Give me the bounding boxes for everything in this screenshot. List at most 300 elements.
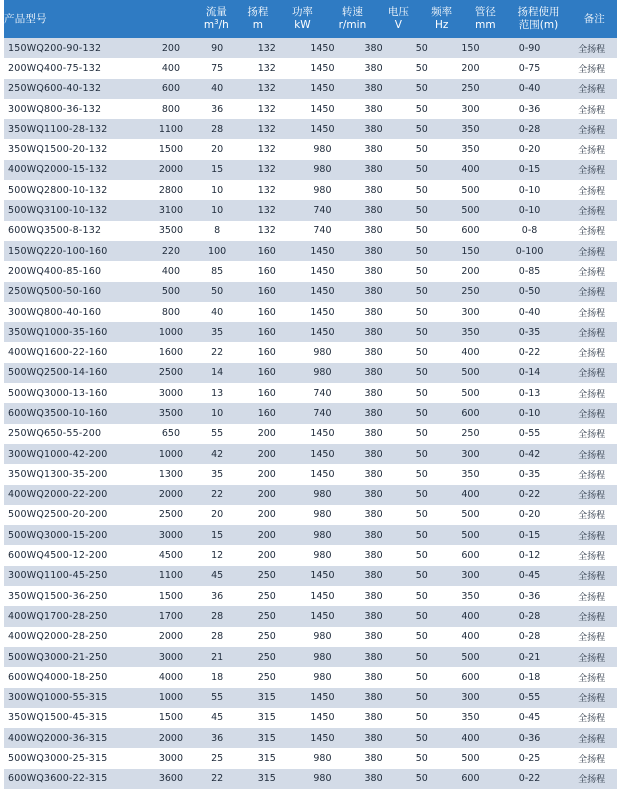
header-head-label: 扬程 bbox=[247, 6, 269, 18]
table-row bbox=[4, 322, 617, 342]
cell-remark: 全扬程 bbox=[578, 186, 606, 197]
cell-range: 0-22 bbox=[518, 773, 541, 785]
cell-speed: 1450 bbox=[310, 428, 335, 440]
cell-range: 0-25 bbox=[518, 753, 541, 765]
cell-voltage: 380 bbox=[364, 123, 383, 135]
cell-range: 0-36 bbox=[518, 732, 541, 744]
cell-frequency: 50 bbox=[415, 550, 428, 562]
cell-model: 200WQ400-75-132 bbox=[8, 62, 102, 74]
cell-voltage: 380 bbox=[364, 62, 383, 74]
cell-voltage: 380 bbox=[364, 387, 383, 399]
cell-voltage: 380 bbox=[364, 225, 383, 237]
cell-model: 400WQ2000-15-132 bbox=[8, 164, 108, 176]
cell-power: 160 bbox=[257, 245, 276, 257]
cell-voltage: 380 bbox=[364, 103, 383, 115]
cell-flow: 1100 bbox=[158, 123, 184, 135]
table-row bbox=[4, 241, 617, 261]
cell-model: 300WQ1100-45-250 bbox=[8, 570, 108, 582]
cell-range: 0-85 bbox=[518, 265, 541, 277]
cell-power: 200 bbox=[257, 550, 276, 562]
table-body bbox=[4, 38, 617, 789]
table-row bbox=[4, 748, 617, 768]
cell-power: 160 bbox=[257, 407, 276, 419]
cell-head: 42 bbox=[211, 448, 224, 460]
cell-remark: 全扬程 bbox=[578, 349, 606, 360]
cell-speed: 1450 bbox=[310, 712, 335, 724]
cell-voltage: 380 bbox=[364, 550, 383, 562]
cell-head: 50 bbox=[211, 286, 224, 298]
cell-model: 400WQ2000-28-250 bbox=[8, 631, 108, 643]
cell-head: 28 bbox=[211, 631, 224, 643]
cell-flow: 4000 bbox=[158, 671, 184, 683]
cell-head: 28 bbox=[211, 123, 224, 135]
cell-voltage: 380 bbox=[364, 489, 383, 501]
cell-remark: 全扬程 bbox=[578, 64, 606, 75]
table-row bbox=[4, 160, 617, 180]
table-row bbox=[4, 58, 617, 78]
table-row bbox=[4, 383, 617, 403]
cell-head: 15 bbox=[211, 164, 224, 176]
cell-speed: 980 bbox=[313, 550, 332, 562]
cell-power: 132 bbox=[257, 225, 276, 237]
cell-power: 315 bbox=[257, 753, 276, 765]
cell-flow: 2500 bbox=[158, 509, 184, 521]
cell-frequency: 50 bbox=[415, 62, 428, 74]
cell-model: 250WQ650-55-200 bbox=[8, 428, 102, 440]
cell-head: 10 bbox=[211, 407, 224, 419]
cell-flow: 800 bbox=[161, 306, 180, 318]
cell-model: 600WQ3500-8-132 bbox=[8, 225, 102, 237]
cell-range: 0-8 bbox=[521, 225, 538, 237]
table-row bbox=[4, 261, 617, 281]
header-model bbox=[4, 0, 196, 38]
cell-head: 75 bbox=[211, 62, 224, 74]
cell-frequency: 50 bbox=[415, 103, 428, 115]
cell-power: 200 bbox=[257, 468, 276, 480]
table-row bbox=[4, 99, 617, 119]
cell-head: 22 bbox=[211, 347, 224, 359]
cell-head: 90 bbox=[211, 42, 224, 54]
cell-remark: 全扬程 bbox=[578, 247, 606, 258]
cell-head: 36 bbox=[211, 103, 224, 115]
cell-model: 600WQ4500-12-200 bbox=[8, 550, 108, 562]
cell-power: 132 bbox=[257, 123, 276, 135]
cell-power: 250 bbox=[257, 651, 276, 663]
cell-speed: 980 bbox=[313, 144, 332, 156]
header-speed bbox=[326, 0, 379, 38]
cell-remark: 全扬程 bbox=[578, 653, 606, 664]
cell-head: 12 bbox=[211, 550, 224, 562]
table-row bbox=[4, 403, 617, 423]
table-row bbox=[4, 464, 617, 484]
cell-diameter: 500 bbox=[461, 651, 480, 663]
cell-head: 35 bbox=[211, 468, 224, 480]
cell-voltage: 380 bbox=[364, 164, 383, 176]
cell-flow: 2000 bbox=[158, 631, 184, 643]
flow-unit-sup: 3 bbox=[214, 18, 219, 26]
cell-flow: 1000 bbox=[158, 692, 184, 704]
cell-head: 18 bbox=[211, 671, 224, 683]
cell-remark: 全扬程 bbox=[578, 369, 606, 380]
cell-model: 300WQ800-36-132 bbox=[8, 103, 102, 115]
header-voltage-unit: V bbox=[394, 19, 402, 31]
cell-speed: 1450 bbox=[310, 245, 335, 257]
cell-speed: 740 bbox=[313, 407, 332, 419]
cell-flow: 3000 bbox=[158, 753, 184, 765]
cell-diameter: 350 bbox=[461, 468, 480, 480]
cell-range: 0-55 bbox=[518, 692, 541, 704]
cell-head: 22 bbox=[211, 773, 224, 785]
cell-voltage: 380 bbox=[364, 732, 383, 744]
cell-frequency: 50 bbox=[415, 610, 428, 622]
cell-frequency: 50 bbox=[415, 42, 428, 54]
cell-model: 600WQ3600-22-315 bbox=[8, 773, 108, 785]
table-row bbox=[4, 566, 617, 586]
cell-speed: 980 bbox=[313, 773, 332, 785]
cell-voltage: 380 bbox=[364, 42, 383, 54]
cell-head: 100 bbox=[208, 245, 227, 257]
table-row bbox=[4, 282, 617, 302]
cell-frequency: 50 bbox=[415, 651, 428, 663]
cell-frequency: 50 bbox=[415, 326, 428, 338]
cell-power: 315 bbox=[257, 712, 276, 724]
cell-frequency: 50 bbox=[415, 489, 428, 501]
cell-speed: 980 bbox=[313, 164, 332, 176]
cell-power: 160 bbox=[257, 265, 276, 277]
cell-power: 250 bbox=[257, 671, 276, 683]
cell-head: 25 bbox=[211, 753, 224, 765]
table-row bbox=[4, 79, 617, 99]
cell-frequency: 50 bbox=[415, 164, 428, 176]
cell-model: 350WQ1500-36-250 bbox=[8, 590, 108, 602]
cell-model: 350WQ1300-35-200 bbox=[8, 468, 108, 480]
header-voltage bbox=[379, 0, 418, 38]
cell-range: 0-12 bbox=[518, 550, 541, 562]
cell-remark: 全扬程 bbox=[578, 328, 606, 339]
cell-power: 315 bbox=[257, 773, 276, 785]
cell-diameter: 500 bbox=[461, 529, 480, 541]
cell-range: 0-28 bbox=[518, 123, 541, 135]
cell-remark: 全扬程 bbox=[578, 511, 606, 522]
header-diameter bbox=[465, 0, 505, 38]
cell-diameter: 500 bbox=[461, 205, 480, 217]
table-row bbox=[4, 708, 617, 728]
cell-model: 600WQ4000-18-250 bbox=[8, 671, 108, 683]
cell-remark: 全扬程 bbox=[578, 85, 606, 96]
cell-model: 500WQ3100-10-132 bbox=[8, 205, 108, 217]
cell-head: 15 bbox=[211, 529, 224, 541]
cell-remark: 全扬程 bbox=[578, 389, 606, 400]
cell-range: 0-36 bbox=[518, 103, 541, 115]
cell-remark: 全扬程 bbox=[578, 572, 606, 583]
cell-frequency: 50 bbox=[415, 712, 428, 724]
cell-voltage: 380 bbox=[364, 428, 383, 440]
cell-remark: 全扬程 bbox=[578, 612, 606, 623]
cell-frequency: 50 bbox=[415, 692, 428, 704]
cell-speed: 1450 bbox=[310, 468, 335, 480]
table-row bbox=[4, 688, 617, 708]
cell-speed: 1450 bbox=[310, 732, 335, 744]
cell-power: 132 bbox=[257, 62, 276, 74]
cell-power: 132 bbox=[257, 103, 276, 115]
cell-diameter: 350 bbox=[461, 712, 480, 724]
cell-head: 40 bbox=[211, 306, 224, 318]
cell-remark: 全扬程 bbox=[578, 755, 606, 766]
cell-voltage: 380 bbox=[364, 570, 383, 582]
cell-speed: 980 bbox=[313, 631, 332, 643]
cell-flow: 3500 bbox=[158, 225, 184, 237]
cell-flow: 1700 bbox=[158, 610, 184, 622]
cell-voltage: 380 bbox=[364, 773, 383, 785]
cell-speed: 1450 bbox=[310, 265, 335, 277]
cell-remark: 全扬程 bbox=[578, 288, 606, 299]
cell-flow: 200 bbox=[161, 42, 180, 54]
cell-speed: 980 bbox=[313, 671, 332, 683]
cell-power: 250 bbox=[257, 610, 276, 622]
cell-power: 160 bbox=[257, 306, 276, 318]
header-power bbox=[279, 0, 326, 38]
cell-speed: 1450 bbox=[310, 62, 335, 74]
cell-voltage: 380 bbox=[364, 671, 383, 683]
header-power-label: 功率 bbox=[291, 6, 313, 18]
cell-diameter: 500 bbox=[461, 387, 480, 399]
cell-voltage: 380 bbox=[364, 205, 383, 217]
cell-power: 250 bbox=[257, 631, 276, 643]
cell-range: 0-28 bbox=[518, 610, 541, 622]
cell-remark: 全扬程 bbox=[578, 491, 606, 502]
cell-flow: 1000 bbox=[158, 448, 184, 460]
cell-speed: 1450 bbox=[310, 590, 335, 602]
cell-power: 160 bbox=[257, 326, 276, 338]
table-row bbox=[4, 302, 617, 322]
cell-model: 350WQ1500-20-132 bbox=[8, 144, 108, 156]
cell-model: 400WQ1600-22-160 bbox=[8, 347, 108, 359]
cell-frequency: 50 bbox=[415, 773, 428, 785]
cell-head: 28 bbox=[211, 610, 224, 622]
cell-speed: 1450 bbox=[310, 286, 335, 298]
cell-remark: 全扬程 bbox=[578, 227, 606, 238]
cell-flow: 1300 bbox=[158, 468, 184, 480]
cell-voltage: 380 bbox=[364, 326, 383, 338]
cell-head: 85 bbox=[211, 265, 224, 277]
header-frequency-unit: Hz bbox=[434, 19, 449, 31]
header-model-label: 产品型号 bbox=[4, 12, 47, 25]
cell-remark: 全扬程 bbox=[578, 166, 606, 177]
cell-head: 20 bbox=[211, 509, 224, 521]
cell-frequency: 50 bbox=[415, 387, 428, 399]
cell-remark: 全扬程 bbox=[578, 592, 606, 603]
cell-diameter: 400 bbox=[461, 732, 480, 744]
table-row bbox=[4, 485, 617, 505]
cell-remark: 全扬程 bbox=[578, 409, 606, 420]
cell-range: 0-36 bbox=[518, 590, 541, 602]
cell-model: 150WQ200-90-132 bbox=[8, 42, 102, 54]
cell-voltage: 380 bbox=[364, 631, 383, 643]
cell-model: 500WQ3000-13-160 bbox=[8, 387, 108, 399]
cell-range: 0-22 bbox=[518, 489, 541, 501]
cell-diameter: 400 bbox=[461, 347, 480, 359]
cell-power: 132 bbox=[257, 83, 276, 95]
cell-head: 35 bbox=[211, 326, 224, 338]
flow-unit-suffix: /h bbox=[218, 19, 229, 31]
header-remark bbox=[571, 0, 617, 38]
cell-model: 250WQ500-50-160 bbox=[8, 286, 102, 298]
header-flow bbox=[196, 0, 237, 38]
cell-flow: 2000 bbox=[158, 164, 184, 176]
cell-remark: 全扬程 bbox=[578, 552, 606, 563]
cell-flow: 1500 bbox=[158, 144, 184, 156]
cell-diameter: 600 bbox=[461, 550, 480, 562]
header-speed-label: 转速 bbox=[341, 6, 363, 18]
cell-diameter: 500 bbox=[461, 184, 480, 196]
cell-diameter: 350 bbox=[461, 590, 480, 602]
cell-diameter: 500 bbox=[461, 367, 480, 379]
cell-flow: 1500 bbox=[158, 590, 184, 602]
cell-range: 0-14 bbox=[518, 367, 541, 379]
cell-voltage: 380 bbox=[364, 407, 383, 419]
header-flow-unit bbox=[204, 19, 229, 32]
cell-speed: 1450 bbox=[310, 42, 335, 54]
cell-flow: 2000 bbox=[158, 489, 184, 501]
cell-frequency: 50 bbox=[415, 590, 428, 602]
cell-diameter: 200 bbox=[461, 62, 480, 74]
cell-model: 200WQ400-85-160 bbox=[8, 265, 102, 277]
cell-diameter: 400 bbox=[461, 631, 480, 643]
header-head-unit: m bbox=[252, 19, 263, 31]
cell-voltage: 380 bbox=[364, 265, 383, 277]
cell-voltage: 380 bbox=[364, 347, 383, 359]
cell-diameter: 350 bbox=[461, 326, 480, 338]
cell-diameter: 350 bbox=[461, 123, 480, 135]
cell-frequency: 50 bbox=[415, 286, 428, 298]
cell-power: 132 bbox=[257, 42, 276, 54]
table-row bbox=[4, 444, 617, 464]
cell-flow: 3600 bbox=[158, 773, 184, 785]
cell-speed: 1450 bbox=[310, 306, 335, 318]
cell-model: 500WQ3000-15-200 bbox=[8, 529, 108, 541]
cell-flow: 4500 bbox=[158, 550, 184, 562]
cell-speed: 1450 bbox=[310, 570, 335, 582]
cell-voltage: 380 bbox=[364, 83, 383, 95]
cell-remark: 全扬程 bbox=[578, 267, 606, 278]
cell-range: 0-75 bbox=[518, 62, 541, 74]
cell-power: 200 bbox=[257, 509, 276, 521]
cell-voltage: 380 bbox=[364, 448, 383, 460]
cell-speed: 1450 bbox=[310, 326, 335, 338]
cell-voltage: 380 bbox=[364, 286, 383, 298]
cell-voltage: 380 bbox=[364, 367, 383, 379]
cell-model: 250WQ600-40-132 bbox=[8, 83, 102, 95]
cell-range: 0-20 bbox=[518, 509, 541, 521]
table-row bbox=[4, 545, 617, 565]
cell-model: 350WQ1500-45-315 bbox=[8, 712, 108, 724]
cell-frequency: 50 bbox=[415, 123, 428, 135]
cell-diameter: 300 bbox=[461, 103, 480, 115]
cell-frequency: 50 bbox=[415, 245, 428, 257]
cell-range: 0-22 bbox=[518, 347, 541, 359]
cell-frequency: 50 bbox=[415, 529, 428, 541]
cell-power: 200 bbox=[257, 448, 276, 460]
cell-remark: 全扬程 bbox=[578, 775, 606, 786]
cell-diameter: 400 bbox=[461, 610, 480, 622]
cell-model: 500WQ2800-10-132 bbox=[8, 184, 108, 196]
cell-flow: 3000 bbox=[158, 529, 184, 541]
cell-model: 350WQ1100-28-132 bbox=[8, 123, 108, 135]
cell-range: 0-40 bbox=[518, 83, 541, 95]
cell-frequency: 50 bbox=[415, 306, 428, 318]
cell-diameter: 600 bbox=[461, 225, 480, 237]
cell-remark: 全扬程 bbox=[578, 105, 606, 116]
header-diameter-label: 管径 bbox=[474, 6, 496, 18]
cell-remark: 全扬程 bbox=[578, 734, 606, 745]
cell-model: 300WQ1000-55-315 bbox=[8, 692, 108, 704]
table-row bbox=[4, 586, 617, 606]
cell-frequency: 50 bbox=[415, 468, 428, 480]
cell-model: 500WQ2500-20-200 bbox=[8, 509, 108, 521]
cell-power: 250 bbox=[257, 570, 276, 582]
header-flow-label: 流量 bbox=[205, 6, 227, 18]
cell-flow: 1500 bbox=[158, 712, 184, 724]
cell-flow: 400 bbox=[161, 265, 180, 277]
cell-range: 0-18 bbox=[518, 671, 541, 683]
cell-power: 132 bbox=[257, 164, 276, 176]
table-row bbox=[4, 627, 617, 647]
table-row bbox=[4, 667, 617, 687]
cell-frequency: 50 bbox=[415, 671, 428, 683]
cell-head: 10 bbox=[211, 205, 224, 217]
cell-power: 315 bbox=[257, 732, 276, 744]
cell-range: 0-90 bbox=[518, 42, 541, 54]
cell-head: 10 bbox=[211, 184, 224, 196]
header-frequency bbox=[418, 0, 465, 38]
cell-frequency: 50 bbox=[415, 225, 428, 237]
cell-range: 0-15 bbox=[518, 529, 541, 541]
cell-diameter: 400 bbox=[461, 164, 480, 176]
cell-frequency: 50 bbox=[415, 732, 428, 744]
cell-flow: 2800 bbox=[158, 184, 184, 196]
cell-power: 200 bbox=[257, 529, 276, 541]
cell-frequency: 50 bbox=[415, 205, 428, 217]
cell-speed: 740 bbox=[313, 205, 332, 217]
cell-range: 0-15 bbox=[518, 164, 541, 176]
cell-diameter: 600 bbox=[461, 671, 480, 683]
cell-flow: 800 bbox=[161, 103, 180, 115]
cell-model: 400WQ2000-22-200 bbox=[8, 489, 108, 501]
cell-voltage: 380 bbox=[364, 651, 383, 663]
cell-speed: 980 bbox=[313, 651, 332, 663]
cell-range: 0-13 bbox=[518, 387, 541, 399]
cell-head: 36 bbox=[211, 732, 224, 744]
cell-voltage: 380 bbox=[364, 184, 383, 196]
cell-speed: 980 bbox=[313, 753, 332, 765]
cell-diameter: 300 bbox=[461, 692, 480, 704]
cell-head: 40 bbox=[211, 83, 224, 95]
cell-flow: 2500 bbox=[158, 367, 184, 379]
cell-voltage: 380 bbox=[364, 692, 383, 704]
cell-range: 0-55 bbox=[518, 428, 541, 440]
cell-model: 150WQ220-100-160 bbox=[8, 245, 108, 257]
cell-model: 500WQ3000-25-315 bbox=[8, 753, 108, 765]
cell-voltage: 380 bbox=[364, 529, 383, 541]
cell-model: 500WQ2500-14-160 bbox=[8, 367, 108, 379]
cell-speed: 1450 bbox=[310, 103, 335, 115]
cell-head: 20 bbox=[211, 144, 224, 156]
cell-remark: 全扬程 bbox=[578, 714, 606, 725]
cell-head: 13 bbox=[211, 387, 224, 399]
flow-unit-prefix: m bbox=[203, 19, 215, 31]
cell-remark: 全扬程 bbox=[578, 308, 606, 319]
table-row bbox=[4, 180, 617, 200]
